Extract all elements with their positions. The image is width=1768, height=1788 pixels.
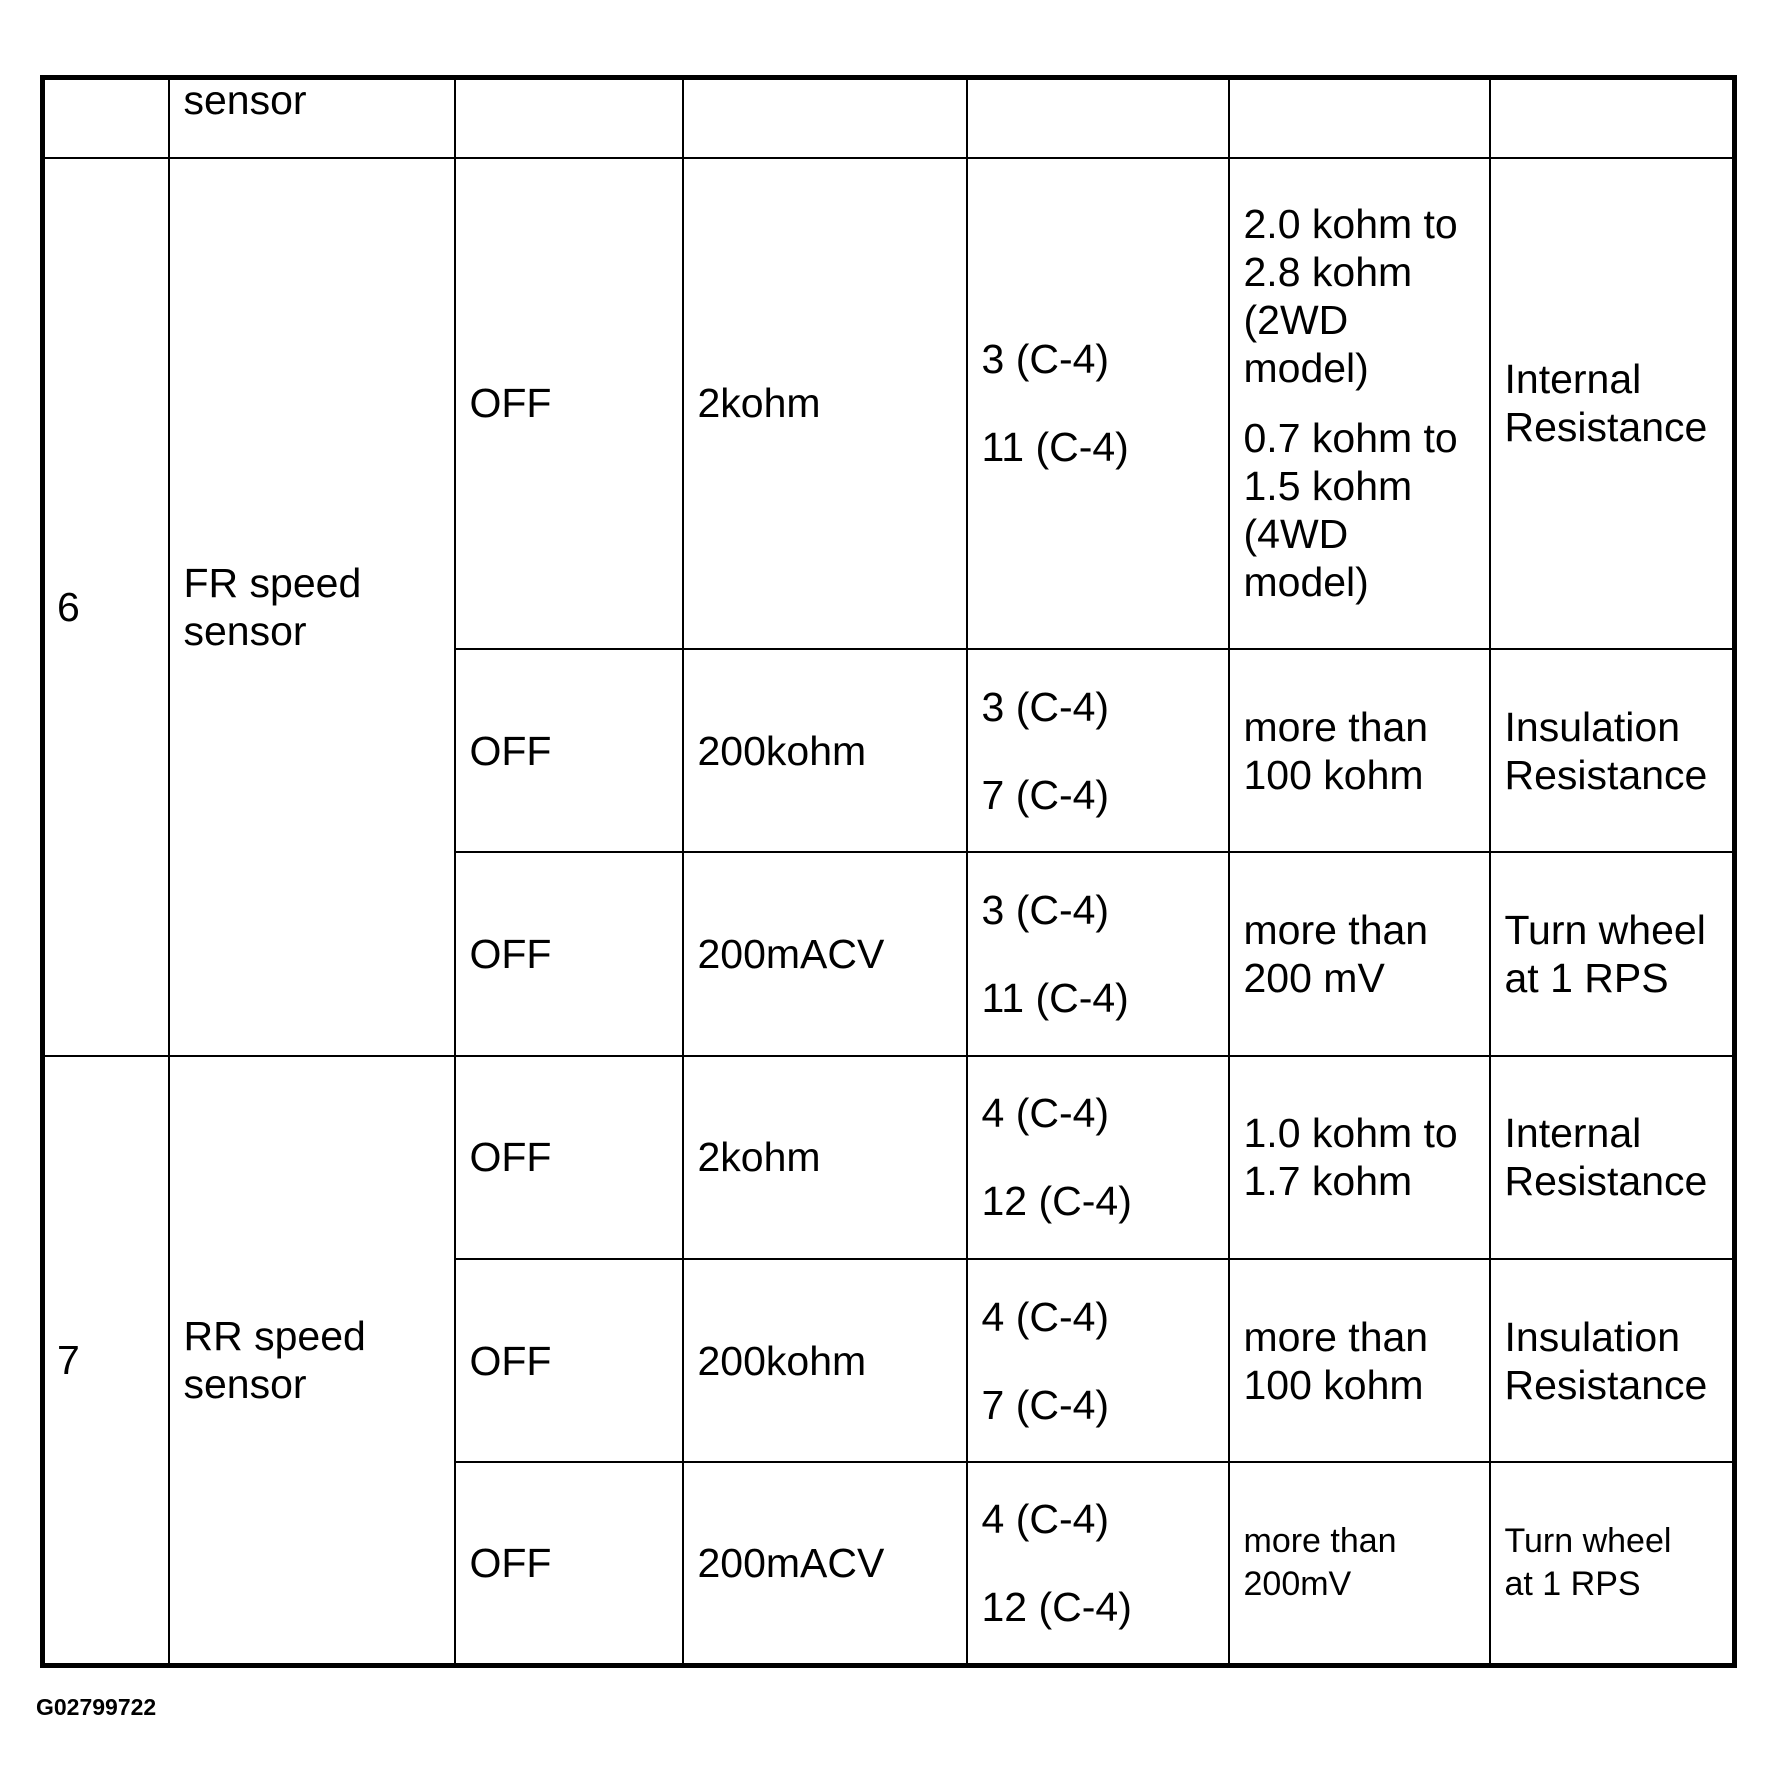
- terminals-cell: 4 (C-4) 7 (C-4): [967, 1259, 1229, 1462]
- table-cell: [455, 78, 683, 158]
- range-cell: 200kohm: [683, 649, 967, 852]
- range-cell: 200kohm: [683, 1259, 967, 1462]
- spec-table: [40, 75, 1737, 1668]
- ignition-cell: OFF: [455, 158, 683, 650]
- table-cell: [1490, 78, 1735, 158]
- item-number: 6: [43, 158, 169, 1056]
- terminals-cell: 3 (C-4) 7 (C-4): [967, 649, 1229, 852]
- condition-cell: Insulation Resistance: [1490, 1259, 1735, 1462]
- specified-value-cell: more than 100 kohm: [1229, 649, 1490, 852]
- terminals-cell: 3 (C-4) 11 (C-4): [967, 158, 1229, 650]
- ignition-cell: OFF: [455, 649, 683, 852]
- table-cell: [967, 78, 1229, 158]
- table-cell: [683, 78, 967, 158]
- terminals-cell: 3 (C-4) 11 (C-4): [967, 852, 1229, 1055]
- ignition-cell: OFF: [455, 852, 683, 1055]
- component-cell: FR speed sensor: [169, 158, 455, 1056]
- table-row: [43, 1056, 1735, 1259]
- condition-cell: Turn wheel at 1 RPS: [1490, 1462, 1735, 1665]
- specified-value-cell: more than 100 kohm: [1229, 1259, 1490, 1462]
- condition-cell: Internal Resistance: [1490, 1056, 1735, 1259]
- ignition-cell: OFF: [455, 1259, 683, 1462]
- range-cell: 2kohm: [683, 1056, 967, 1259]
- condition-cell: Insulation Resistance: [1490, 649, 1735, 852]
- range-cell: 2kohm: [683, 158, 967, 650]
- item-number: 7: [43, 1056, 169, 1666]
- specified-value-cell: 2.0 kohm to 2.8 kohm (2WD model) 0.7 kohm to 1.5 kohm (4WD model): [1229, 158, 1490, 650]
- ignition-cell: OFF: [455, 1056, 683, 1259]
- range-cell: 200mACV: [683, 852, 967, 1055]
- table-row: [43, 158, 1735, 650]
- figure-id: G02799722: [36, 1694, 157, 1720]
- component-cell: sensor: [169, 78, 455, 158]
- table-row: [43, 78, 1735, 158]
- ignition-cell: OFF: [455, 1462, 683, 1665]
- specified-value-cell: 1.0 kohm to 1.7 kohm: [1229, 1056, 1490, 1259]
- component-cell: RR speed sensor: [169, 1056, 455, 1666]
- terminals-cell: 4 (C-4) 12 (C-4): [967, 1462, 1229, 1665]
- table-cell: [1229, 78, 1490, 158]
- range-cell: 200mACV: [683, 1462, 967, 1665]
- table-cell: [43, 78, 169, 158]
- terminals-cell: 4 (C-4) 12 (C-4): [967, 1056, 1229, 1259]
- condition-cell: Turn wheel at 1 RPS: [1490, 852, 1735, 1055]
- specified-value-cell: more than 200 mV: [1229, 852, 1490, 1055]
- condition-cell: Internal Resistance: [1490, 158, 1735, 650]
- specified-value-cell: more than 200mV: [1229, 1462, 1490, 1665]
